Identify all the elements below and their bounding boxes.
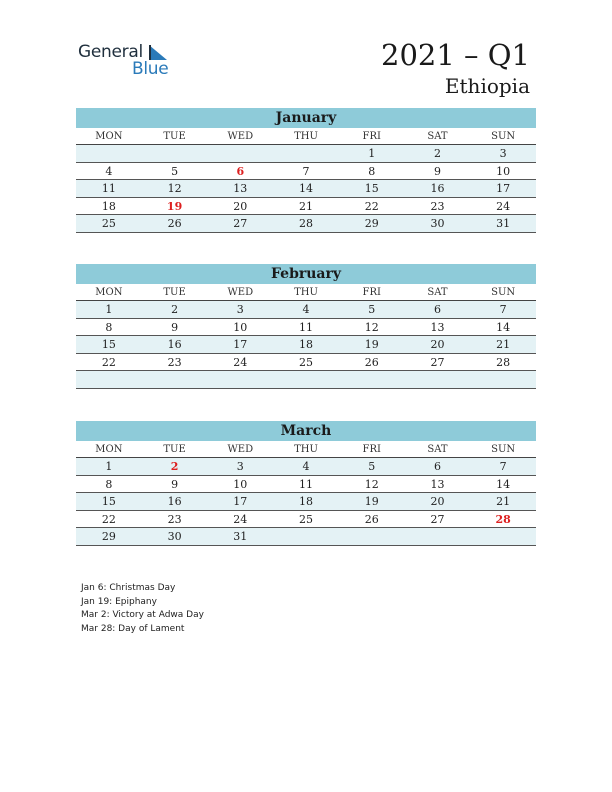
- day-cell: 25: [299, 512, 314, 526]
- weekday-label: TUE: [163, 444, 186, 455]
- logo-text-blue: Blue: [132, 59, 169, 79]
- weekday-label: WED: [227, 287, 254, 298]
- day-cell: [405, 371, 471, 388]
- day-cell: 13: [430, 320, 445, 334]
- weekday-label: THU: [294, 131, 318, 142]
- day-cell: [339, 528, 405, 545]
- weekday-header-row: [76, 441, 536, 458]
- holiday-note: Jan 19: Epiphany: [81, 596, 157, 607]
- weekday-label: MON: [95, 444, 123, 455]
- day-cell: 27: [233, 217, 248, 230]
- weekday-label: SAT: [427, 444, 448, 455]
- month-february: [76, 264, 536, 389]
- day-cell: 29: [364, 217, 379, 230]
- day-cell: 22: [101, 512, 116, 526]
- day-cell: 19: [364, 338, 379, 351]
- day-cell: 10: [496, 164, 511, 178]
- day-cell: 7: [499, 303, 507, 316]
- day-cell: [207, 371, 273, 388]
- week-row: [76, 301, 536, 319]
- week-row: [76, 336, 536, 354]
- weekday-label: FRI: [362, 444, 381, 455]
- holiday-notes: [81, 582, 204, 637]
- day-cell: 17: [233, 495, 248, 508]
- weekday-label: SUN: [491, 444, 516, 455]
- holiday-note: Mar 28: Day of Lament: [81, 624, 185, 635]
- day-cell: 26: [167, 217, 182, 230]
- day-cell: 2: [433, 147, 441, 160]
- day-cell: [142, 145, 208, 162]
- day-cell: 3: [236, 303, 244, 316]
- day-cell: 8: [368, 164, 376, 178]
- day-cell: 20: [430, 338, 445, 351]
- day-cell: 31: [496, 217, 511, 230]
- day-cell: 9: [171, 320, 179, 334]
- weekday-label: WED: [227, 131, 254, 142]
- day-cell: [273, 371, 339, 388]
- month-title: March: [76, 421, 536, 441]
- holiday-day-cell: 2: [170, 460, 179, 473]
- day-cell: 14: [299, 182, 314, 195]
- day-cell: 19: [364, 495, 379, 508]
- day-cell: 4: [105, 164, 113, 178]
- day-cell: 31: [233, 530, 248, 543]
- day-cell: 29: [101, 530, 116, 543]
- month-title: January: [76, 108, 536, 128]
- day-cell: 5: [368, 303, 376, 316]
- day-cell: 6: [433, 460, 441, 473]
- day-cell: 26: [364, 355, 379, 369]
- week-row: [76, 215, 536, 233]
- weekday-label: TUE: [163, 287, 186, 298]
- day-cell: 10: [233, 320, 248, 334]
- day-cell: 20: [233, 199, 248, 213]
- day-cell: [76, 371, 142, 388]
- day-cell: [405, 528, 471, 545]
- day-cell: 26: [364, 512, 379, 526]
- week-row: [76, 354, 536, 372]
- holiday-day-cell: 6: [236, 164, 245, 178]
- day-cell: 22: [364, 199, 379, 213]
- day-cell: 14: [496, 320, 511, 334]
- day-cell: 30: [430, 217, 445, 230]
- day-cell: 4: [302, 460, 310, 473]
- day-cell: 16: [167, 495, 182, 508]
- day-cell: 24: [496, 199, 511, 213]
- day-cell: 25: [299, 355, 314, 369]
- weekday-label: SUN: [491, 131, 516, 142]
- day-cell: [76, 145, 142, 162]
- day-cell: 15: [101, 338, 116, 351]
- day-cell: 12: [364, 320, 379, 334]
- day-cell: 3: [236, 460, 244, 473]
- month-january: [76, 108, 536, 233]
- day-cell: 24: [233, 355, 248, 369]
- day-cell: 16: [167, 338, 182, 351]
- day-cell: 18: [299, 338, 314, 351]
- weekday-label: SUN: [491, 287, 516, 298]
- weekday-label: WED: [227, 444, 254, 455]
- day-cell: 25: [101, 217, 116, 230]
- day-cell: 10: [233, 477, 248, 491]
- week-row: [76, 180, 536, 198]
- day-cell: 8: [105, 320, 113, 334]
- day-cell: 5: [368, 460, 376, 473]
- weekday-header-row: [76, 284, 536, 301]
- day-cell: [273, 145, 339, 162]
- day-cell: 5: [171, 164, 179, 178]
- holiday-note: Jan 6: Christmas Day: [81, 583, 176, 593]
- day-cell: 1: [105, 460, 113, 473]
- day-cell: 14: [496, 477, 511, 491]
- week-row: [76, 145, 536, 163]
- week-row: [76, 528, 536, 546]
- day-cell: 9: [171, 477, 179, 491]
- weekday-label: FRI: [362, 131, 381, 142]
- day-cell: 18: [101, 199, 116, 213]
- day-cell: 13: [430, 477, 445, 491]
- day-cell: 15: [364, 182, 379, 195]
- day-cell: 27: [430, 512, 445, 526]
- day-cell: 3: [499, 147, 507, 160]
- day-cell: 23: [430, 199, 445, 213]
- week-row: [76, 476, 536, 494]
- day-cell: 23: [167, 512, 182, 526]
- week-row: [76, 511, 536, 529]
- day-cell: [207, 145, 273, 162]
- day-cell: 15: [101, 495, 116, 508]
- weekday-label: MON: [95, 131, 123, 142]
- holiday-note: Mar 2: Victory at Adwa Day: [81, 610, 204, 621]
- day-cell: [142, 371, 208, 388]
- day-cell: 9: [433, 164, 441, 178]
- day-cell: 12: [167, 182, 182, 195]
- day-cell: 11: [101, 182, 116, 195]
- day-cell: 23: [167, 355, 182, 369]
- weekday-label: SAT: [427, 131, 448, 142]
- holiday-day-cell: 19: [166, 199, 183, 213]
- day-cell: 2: [171, 303, 179, 316]
- day-cell: 8: [105, 477, 113, 491]
- week-row: [76, 458, 536, 476]
- day-cell: 21: [496, 338, 511, 351]
- day-cell: [339, 371, 405, 388]
- weekday-label: MON: [95, 287, 123, 298]
- day-cell: 28: [496, 355, 511, 369]
- day-cell: 17: [233, 338, 248, 351]
- week-row: [76, 198, 536, 216]
- week-row: [76, 371, 536, 389]
- day-cell: 12: [364, 477, 379, 491]
- country-name: Ethiopia: [444, 74, 530, 98]
- logo-text-general: General: [78, 42, 143, 62]
- page-title: 2021 – Q1: [381, 38, 530, 72]
- day-cell: 7: [499, 460, 507, 473]
- day-cell: 6: [433, 303, 441, 316]
- day-cell: 28: [299, 217, 314, 230]
- day-cell: 20: [430, 495, 445, 508]
- day-cell: 7: [302, 164, 310, 178]
- day-cell: [470, 528, 536, 545]
- day-cell: 18: [299, 495, 314, 508]
- week-row: [76, 493, 536, 511]
- weekday-label: TUE: [163, 131, 186, 142]
- day-cell: 1: [368, 147, 376, 160]
- day-cell: 21: [496, 495, 511, 508]
- generalblue-logo: [78, 42, 178, 80]
- holiday-day-cell: 28: [495, 512, 511, 526]
- day-cell: 1: [105, 303, 113, 316]
- month-title: February: [76, 264, 536, 284]
- day-cell: [273, 528, 339, 545]
- weekday-label: FRI: [362, 287, 381, 298]
- month-march: [76, 421, 536, 546]
- day-cell: 27: [430, 355, 445, 369]
- day-cell: 16: [430, 182, 445, 195]
- weekday-label: SAT: [427, 287, 448, 298]
- day-cell: 30: [167, 530, 182, 543]
- day-cell: 21: [299, 199, 314, 213]
- week-row: [76, 319, 536, 337]
- day-cell: 11: [299, 477, 314, 491]
- day-cell: 4: [302, 303, 310, 316]
- day-cell: 22: [101, 355, 116, 369]
- weekday-label: THU: [294, 287, 318, 298]
- day-cell: 24: [233, 512, 248, 526]
- day-cell: 11: [299, 320, 314, 334]
- weekday-label: THU: [294, 444, 318, 455]
- day-cell: 13: [233, 182, 248, 195]
- weekday-header-row: [76, 128, 536, 145]
- week-row: [76, 163, 536, 181]
- day-cell: 17: [496, 182, 511, 195]
- day-cell: [470, 371, 536, 388]
